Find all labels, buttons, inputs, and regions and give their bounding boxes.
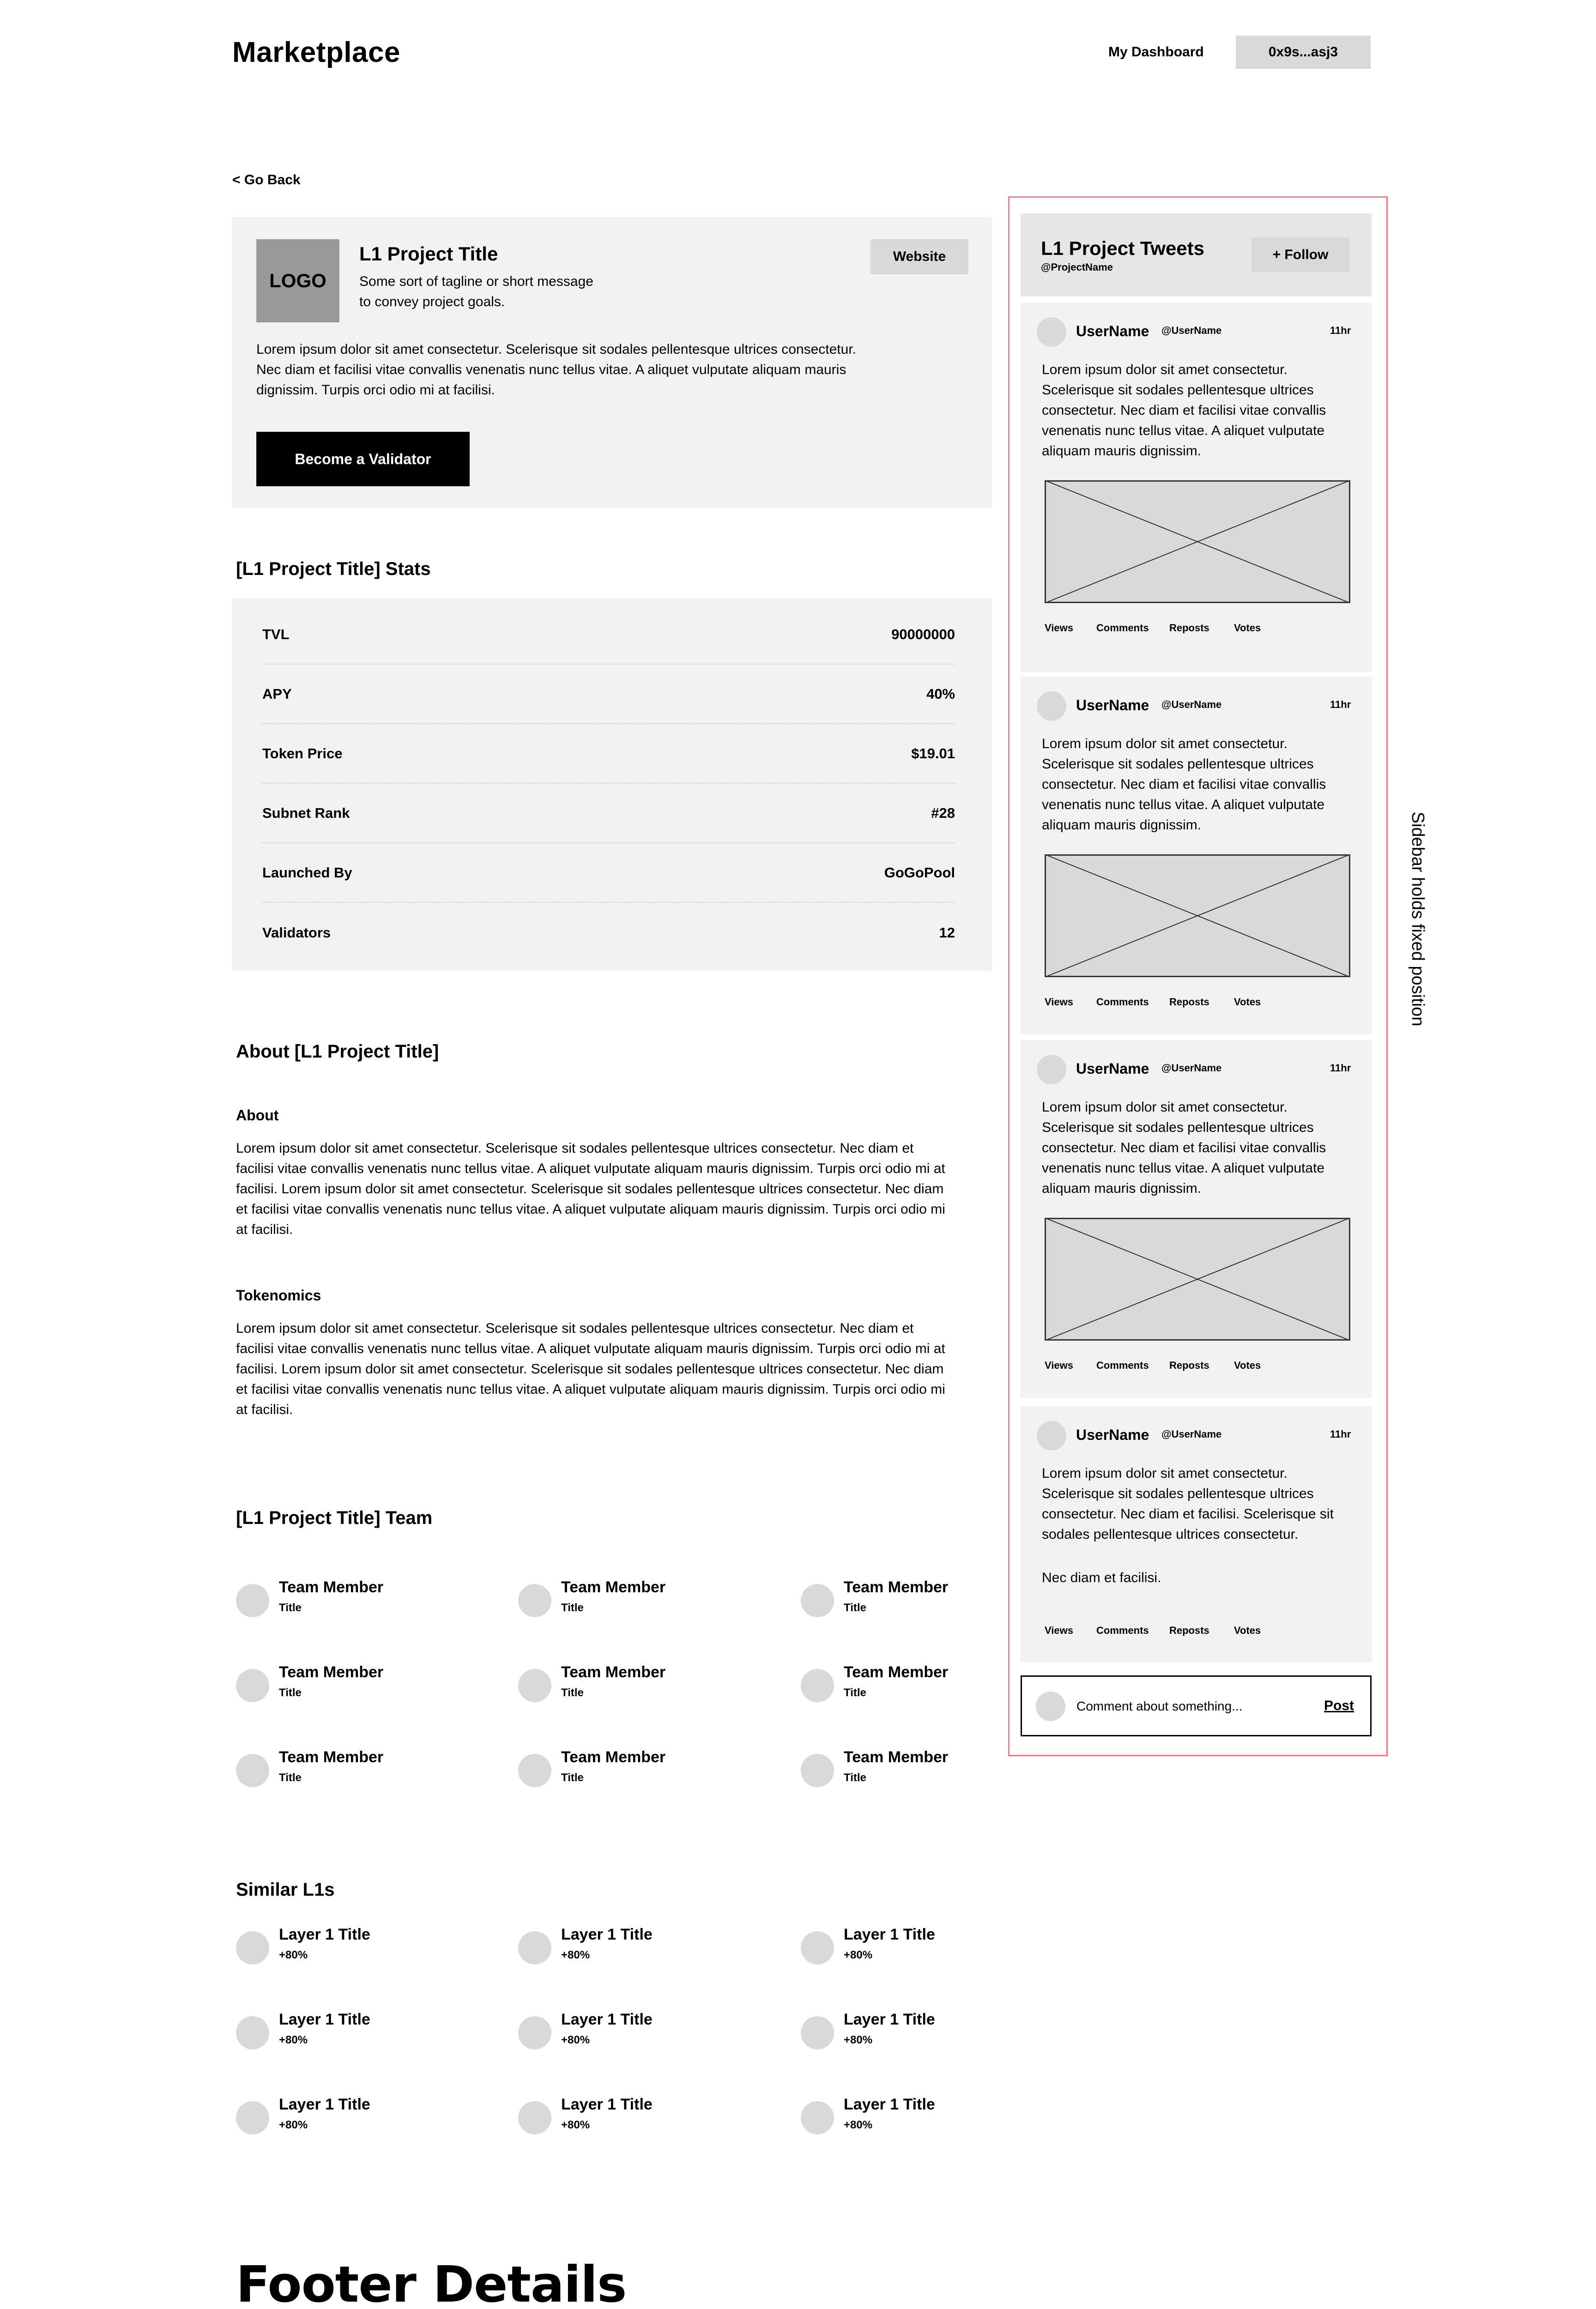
footer-title: Footer Details [236, 2256, 627, 2309]
avatar [236, 1754, 269, 1787]
tweet-body-continued: Nec diam et facilisi. [1042, 1570, 1161, 1585]
stats-heading: [L1 Project Title] Stats [236, 559, 431, 579]
tweet-username[interactable]: UserName [1076, 1427, 1149, 1443]
become-validator-button[interactable]: Become a Validator [256, 432, 470, 486]
project-hero-card [232, 217, 992, 508]
tweet-username[interactable]: UserName [1076, 323, 1149, 339]
tweet-handle: @UserName [1161, 1428, 1222, 1440]
tweet-card[interactable] [1021, 302, 1372, 672]
similar-l1-item[interactable] [236, 1926, 513, 1977]
wallet-button[interactable]: 0x9s...asj3 [1236, 36, 1371, 69]
avatar [1037, 691, 1066, 721]
reposts-action[interactable]: Reposts [1169, 996, 1209, 1008]
member-title: Title [561, 1602, 584, 1614]
avatar [518, 2016, 551, 2049]
tweet-card[interactable] [1021, 677, 1372, 1034]
avatar [801, 2016, 834, 2049]
similar-l1-item[interactable] [518, 1926, 795, 1977]
avatar [518, 1754, 551, 1787]
comments-action[interactable]: Comments [1096, 996, 1149, 1008]
member-name: Team Member [279, 1663, 384, 1681]
l1-change: +80% [844, 2119, 873, 2131]
image-placeholder-icon [1045, 480, 1350, 603]
l1-change: +80% [279, 2034, 308, 2046]
l1-name: Layer 1 Title [561, 2096, 653, 2113]
l1-change: +80% [561, 2034, 590, 2046]
tweet-username[interactable]: UserName [1076, 697, 1149, 713]
avatar [1037, 1421, 1066, 1451]
stat-row-validators [262, 903, 955, 962]
avatar [236, 1584, 269, 1617]
stat-row-launched-by [262, 843, 955, 903]
project-handle: @ProjectName [1041, 261, 1113, 273]
avatar [801, 1669, 834, 1702]
member-name: Team Member [561, 1578, 666, 1596]
stat-label: APY [262, 685, 292, 702]
l1-name: Layer 1 Title [279, 2096, 370, 2113]
avatar [1037, 1055, 1066, 1084]
tweet-body: Lorem ipsum dolor sit amet consectetur. Scelerisque sit sodales pellentesque ultrices consectetur. Nec diam et facilisi vitae convallis venenatis nunc tellus vitae. A aliquet vulputate aliquam mauris dignissim. [1042, 736, 1326, 833]
l1-name: Layer 1 Title [561, 2011, 653, 2028]
l1-change: +80% [561, 1949, 590, 1961]
views-action[interactable]: Views [1045, 1625, 1073, 1636]
member-title: Title [279, 1771, 302, 1784]
avatar [518, 1931, 551, 1964]
l1-name: Layer 1 Title [279, 2011, 370, 2028]
avatar [518, 1669, 551, 1702]
post-button[interactable]: Post [1324, 1698, 1354, 1713]
avatar [801, 1754, 834, 1787]
votes-action[interactable]: Votes [1234, 1625, 1261, 1636]
tweet-body: Lorem ipsum dolor sit amet consectetur. Scelerisque sit sodales pellentesque ultrices consectetur. Nec diam et facilisi vitae convallis venenatis nunc tellus vitae. A aliquet vulputate aliquam mauris dignissim. [1042, 362, 1326, 459]
member-title: Title [844, 1602, 866, 1614]
stat-label: TVL [262, 626, 290, 642]
votes-action[interactable]: Votes [1234, 996, 1261, 1008]
follow-button[interactable]: + Follow [1251, 237, 1349, 272]
member-name: Team Member [844, 1578, 949, 1596]
l1-change: +80% [561, 2119, 590, 2131]
views-action[interactable]: Views [1045, 622, 1073, 634]
stat-value: 12 [939, 924, 955, 941]
similar-l1-item[interactable] [236, 2011, 513, 2061]
stat-label: Token Price [262, 745, 343, 762]
avatar [801, 2101, 834, 2134]
image-placeholder-icon [1045, 1218, 1350, 1341]
member-name: Team Member [279, 1748, 384, 1766]
team-member[interactable] [236, 1748, 513, 1799]
image-placeholder-icon [1045, 854, 1350, 977]
about-subheading: About [236, 1107, 279, 1124]
stat-row-apy [262, 665, 955, 724]
tokenomics-subheading: Tokenomics [236, 1287, 321, 1304]
stat-label: Launched By [262, 864, 352, 881]
team-heading: [L1 Project Title] Team [236, 1508, 433, 1528]
reposts-action[interactable]: Reposts [1169, 1360, 1209, 1371]
member-name: Team Member [561, 1748, 666, 1766]
sidebar-annotation: Sidebar holds fixed position [1408, 811, 1428, 1027]
l1-change: +80% [844, 1949, 873, 1961]
reposts-action[interactable]: Reposts [1169, 622, 1209, 634]
member-title: Title [844, 1686, 866, 1699]
project-tagline: Some sort of tagline or short message to convey project goals. [359, 274, 593, 309]
member-title: Title [561, 1771, 584, 1784]
stat-label: Subnet Rank [262, 804, 350, 821]
tweet-time: 11hr [1330, 1062, 1351, 1074]
member-name: Team Member [844, 1748, 949, 1766]
similar-l1-item[interactable] [801, 2096, 1078, 2146]
l1-name: Layer 1 Title [844, 2011, 935, 2028]
stat-value: $19.01 [911, 745, 955, 762]
go-back-link[interactable]: < Go Back [232, 172, 301, 187]
comments-action[interactable]: Comments [1096, 1625, 1149, 1636]
tweet-username[interactable]: UserName [1076, 1060, 1149, 1077]
member-name: Team Member [279, 1578, 384, 1596]
member-name: Team Member [844, 1663, 949, 1681]
tokenomics-paragraph: Lorem ipsum dolor sit amet consectetur. Scelerisque sit sodales pellentesque ultrices consectetur. Nec diam et facilisi vitae convallis venenatis nunc tellus vitae. A aliquet vulputate aliquam mauris dignissim. Turpis orci odio mi at facilisi. Lorem ipsum dolor sit amet consectetur. Scelerisque sit sodales pellentesque ultrices consectetur. Nec diam et facilisi vitae convallis venenatis nunc tellus vitae. A aliquet vulputate aliquam mauris dignissim. Turpis orci odio mi at facilisi. [236, 1321, 945, 1417]
tweet-time: 11hr [1330, 699, 1351, 710]
comment-input[interactable]: Comment about something... [1076, 1699, 1243, 1713]
l1-change: +80% [844, 2034, 873, 2046]
tweet-handle: @UserName [1161, 325, 1222, 336]
l1-change: +80% [279, 2119, 308, 2131]
similar-l1-item[interactable] [801, 2011, 1078, 2061]
tweet-time: 11hr [1330, 1428, 1351, 1440]
member-title: Title [844, 1771, 866, 1784]
member-name: Team Member [561, 1663, 666, 1681]
tweet-handle: @UserName [1161, 699, 1222, 710]
views-action[interactable]: Views [1045, 1360, 1073, 1371]
votes-action[interactable]: Votes [1234, 622, 1261, 634]
l1-name: Layer 1 Title [279, 1926, 370, 1943]
avatar [236, 1669, 269, 1702]
similar-l1-item[interactable] [518, 2096, 795, 2146]
stat-row-tvl [262, 605, 955, 665]
member-title: Title [279, 1686, 302, 1699]
comment-composer [1021, 1675, 1372, 1736]
comments-action[interactable]: Comments [1096, 622, 1149, 634]
team-member[interactable] [236, 1578, 513, 1629]
stat-value: 40% [926, 685, 955, 702]
team-member[interactable] [518, 1748, 795, 1799]
stats-panel [232, 598, 992, 971]
about-heading: About [L1 Project Title] [236, 1041, 439, 1062]
stat-value: 90000000 [891, 626, 955, 642]
avatar [518, 1584, 551, 1617]
stat-value: GoGoPool [884, 864, 955, 881]
project-logo: LOGO [256, 239, 339, 322]
tweets-title: L1 Project Tweets [1041, 237, 1205, 259]
tweet-body: Lorem ipsum dolor sit amet consectetur. Scelerisque sit sodales pellentesque ultrices consectetur. Nec diam et facilisi vitae convallis venenatis nunc tellus vitae. A aliquet vulputate aliquam mauris dignissim. [1042, 1100, 1326, 1196]
tweet-card[interactable] [1021, 1406, 1372, 1662]
l1-change: +80% [279, 1949, 308, 1961]
l1-name: Layer 1 Title [561, 1926, 653, 1943]
avatar [236, 2016, 269, 2049]
project-description: Lorem ipsum dolor sit amet consectetur. Scelerisque sit sodales pellentesque ultrices consectetur. Nec diam et facilisi vitae convallis venenatis nunc tellus vitae. A aliquet vulputate aliquam mauris dignissim. Turpis orci odio mi at facilisi. [256, 342, 856, 398]
about-paragraph: Lorem ipsum dolor sit amet consectetur. Scelerisque sit sodales pellentesque ultrices consectetur. Nec diam et facilisi vitae convallis venenatis nunc tellus vitae. A aliquet vulputate aliquam mauris dignissim. Turpis orci odio mi at facilisi. Lorem ipsum dolor sit amet consectetur. Scelerisque sit sodales pellentesque ultrices consectetur. Nec diam et facilisi vitae convallis venenatis nunc tellus vitae. A aliquet vulputate aliquam mauris dignissim. Turpis orci odio mi at facilisi. [236, 1141, 945, 1237]
avatar [801, 1584, 834, 1617]
views-action[interactable]: Views [1045, 996, 1073, 1008]
similar-l1-item[interactable] [518, 2011, 795, 2061]
stat-row-token-price [262, 724, 955, 784]
l1-name: Layer 1 Title [844, 1926, 935, 1943]
stat-value: #28 [931, 804, 955, 821]
avatar [801, 1931, 834, 1964]
project-title: L1 Project Title [359, 243, 498, 265]
l1-name: Layer 1 Title [844, 2096, 935, 2113]
avatar [1036, 1692, 1065, 1721]
votes-action[interactable]: Votes [1234, 1360, 1261, 1371]
stat-label: Validators [262, 924, 331, 941]
avatar [236, 1931, 269, 1964]
avatar [518, 2101, 551, 2134]
tweet-body: Lorem ipsum dolor sit amet consectetur. Scelerisque sit sodales pellentesque ultrices consectetur. Nec diam et facilisi. Scelerisque sit sodales pellentesque ultrices consectetur. [1042, 1466, 1334, 1542]
tweet-handle: @UserName [1161, 1062, 1222, 1074]
reposts-action[interactable]: Reposts [1169, 1625, 1209, 1636]
avatar [236, 2101, 269, 2134]
team-member[interactable] [518, 1663, 795, 1714]
member-title: Title [279, 1602, 302, 1614]
stat-row-subnet-rank [262, 784, 955, 843]
similar-l1-item[interactable] [801, 1926, 1078, 1977]
member-title: Title [561, 1686, 584, 1699]
similar-l1s-heading: Similar L1s [236, 1880, 335, 1900]
website-button[interactable]: Website [871, 239, 968, 274]
team-member[interactable] [236, 1663, 513, 1714]
avatar [1037, 317, 1066, 347]
tweets-header [1021, 213, 1372, 296]
my-dashboard-link[interactable]: My Dashboard [1108, 44, 1204, 60]
similar-l1-item[interactable] [236, 2096, 513, 2146]
comments-action[interactable]: Comments [1096, 1360, 1149, 1371]
tweet-card[interactable] [1021, 1040, 1372, 1398]
team-member[interactable] [518, 1578, 795, 1629]
brand-logo[interactable]: Marketplace [232, 36, 400, 68]
tweet-time: 11hr [1330, 325, 1351, 336]
